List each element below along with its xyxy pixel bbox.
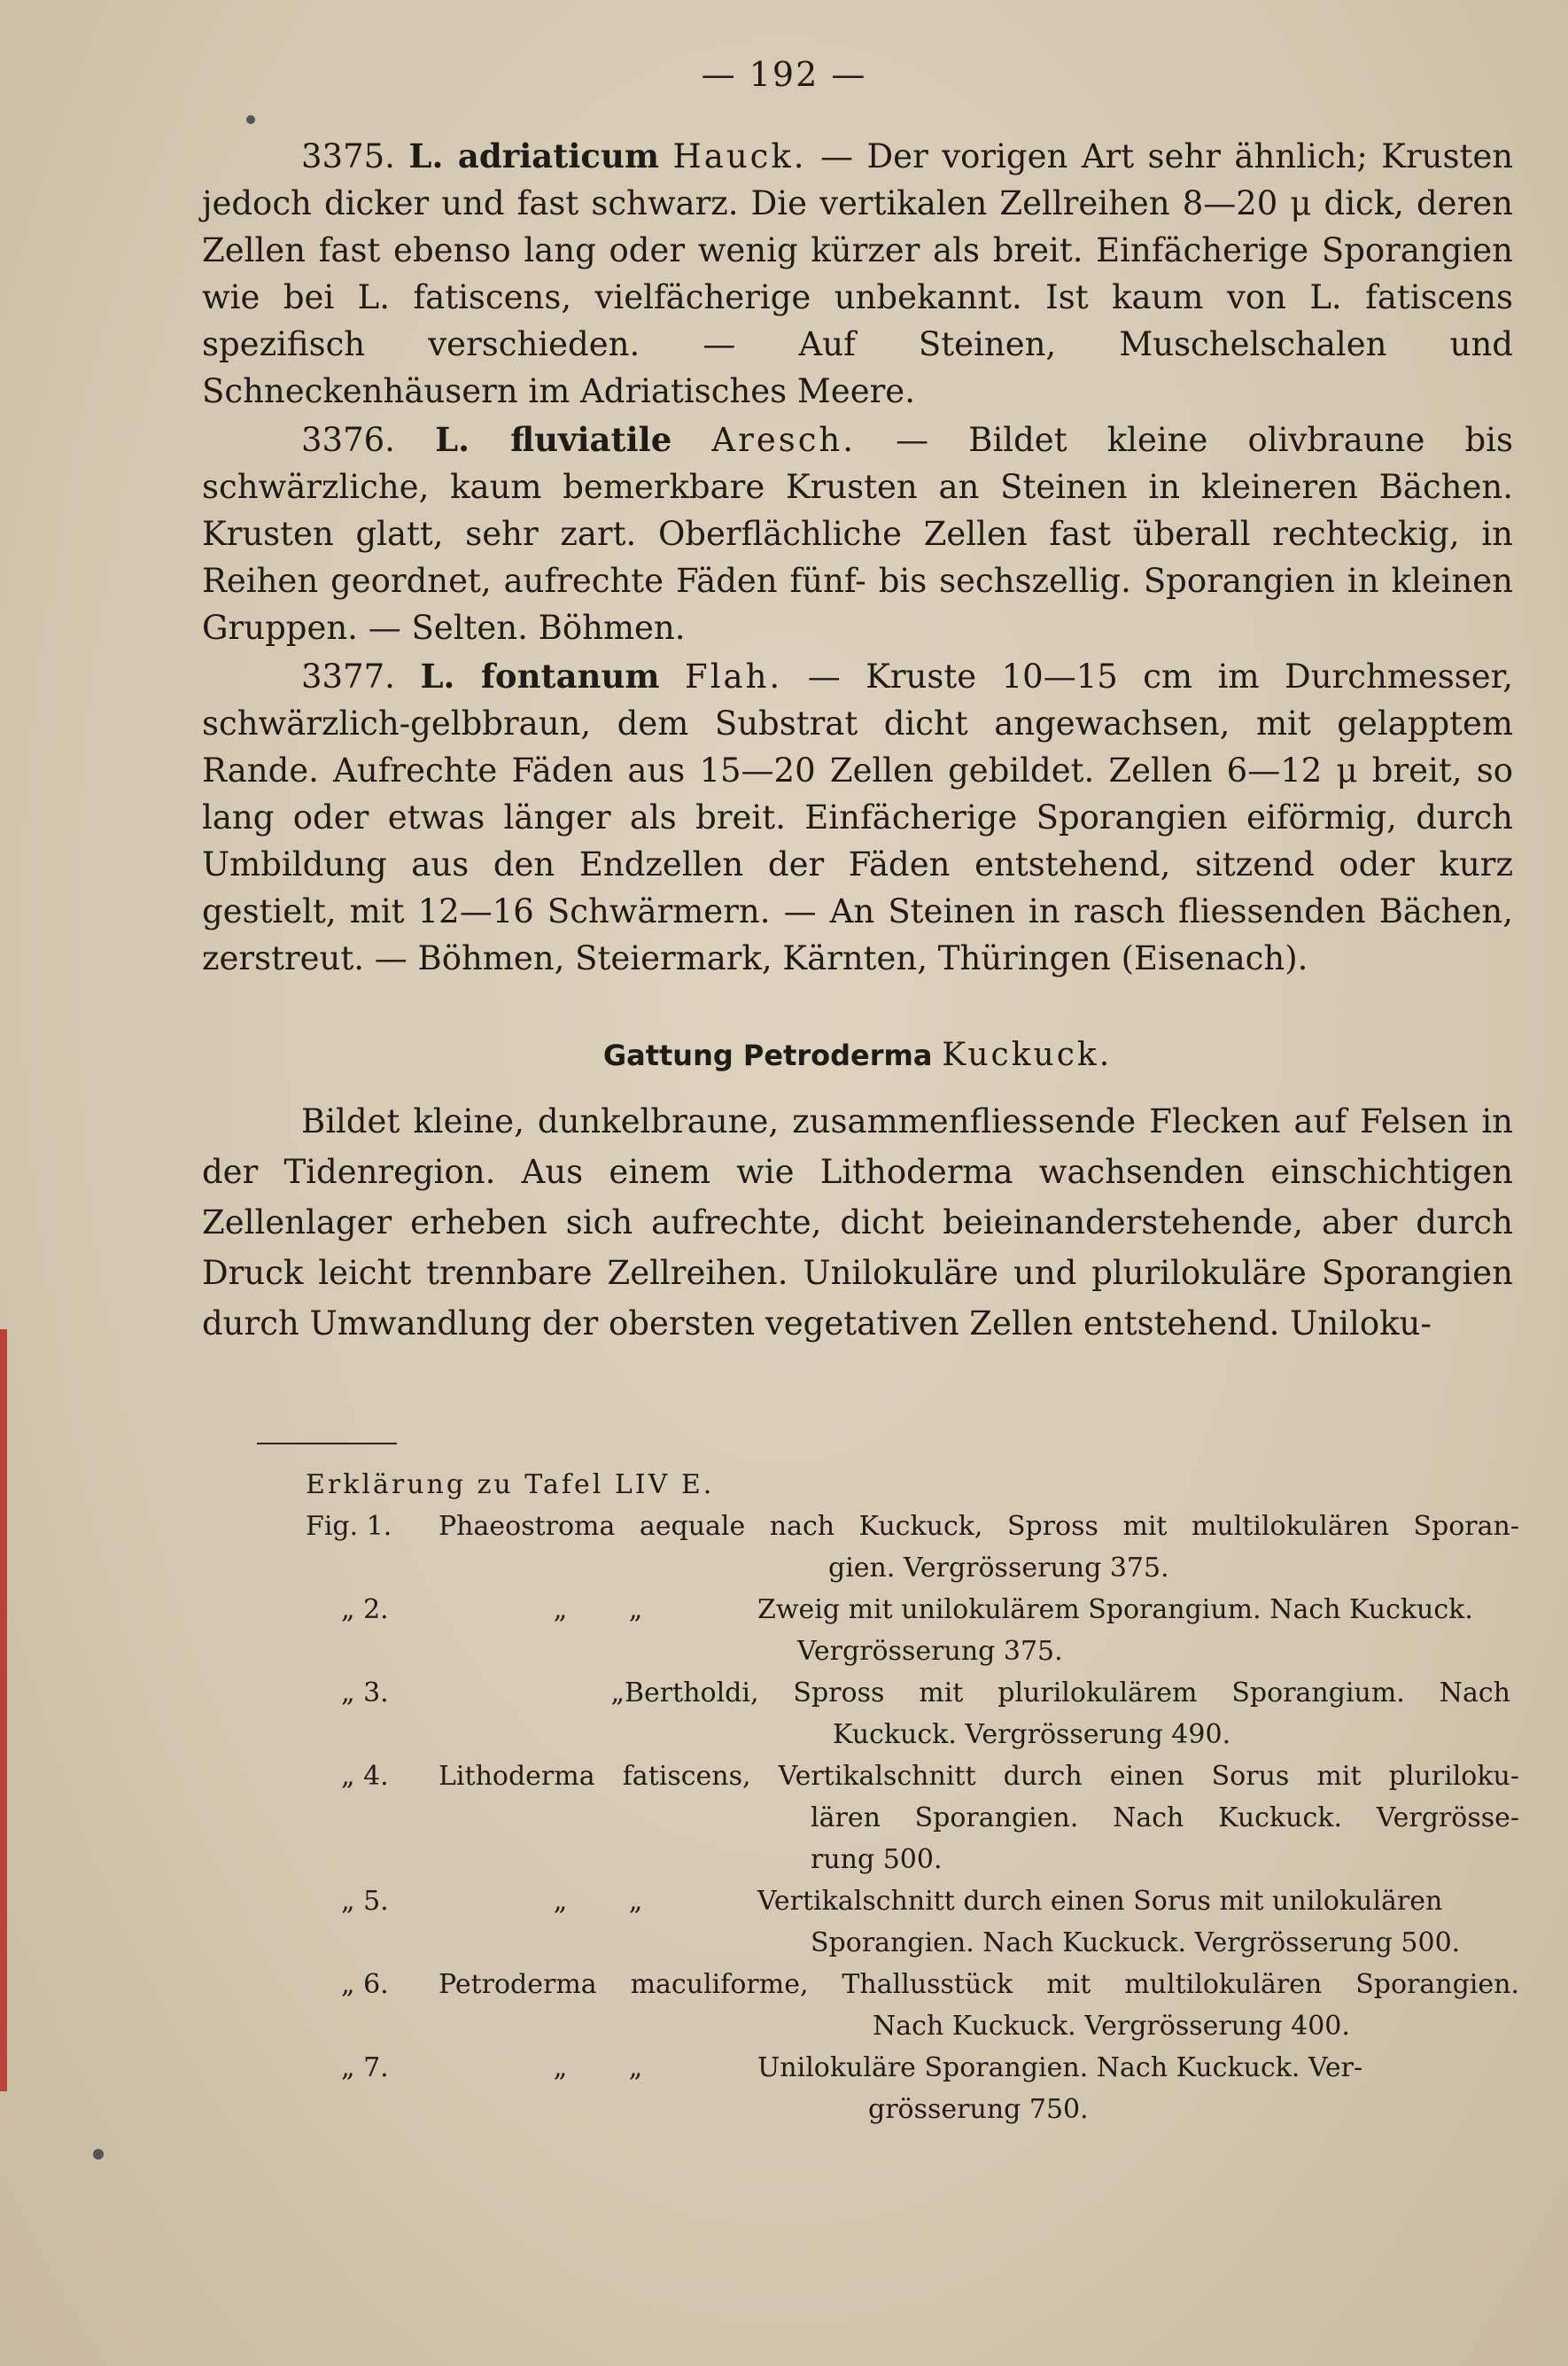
genus-name: Gattung Petroderma — [602, 1039, 933, 1072]
fig-label: „ 5. — [341, 1886, 389, 1917]
fig-line: Nach Kuckuck. Vergrösserung 400. — [873, 2011, 1350, 2042]
fig-line: grösserung 750. — [868, 2094, 1089, 2125]
species-name: L. fontanum — [420, 657, 660, 696]
ditto-marks: „ „ — [553, 1886, 643, 1917]
fig-label: „ 2. — [341, 1594, 389, 1625]
fig-2 — [306, 1589, 1519, 1672]
species-entries — [202, 133, 1513, 1349]
entry-3377 — [202, 653, 1513, 982]
species-name: L. adriaticum — [408, 136, 660, 175]
fig-line: Unilokuläre Sporangien. Nach Kuckuck. Ver- — [757, 2052, 1363, 2083]
fig-line: rung 500. — [811, 1844, 943, 1875]
entry-3375 — [202, 133, 1513, 415]
fig-line: Kuckuck. Vergrösserung 490. — [833, 1719, 1231, 1750]
page-number: — 192 — — [701, 55, 867, 94]
genus-description: Bildet kleine, dunkelbraune, zusammenfliessende Flecken auf Felsen in der Tidenregion. Aus einem wie Lithoderma wachsenden einschichtigen Zellenlager erheben sich aufrechte, dicht beieinanderstehende, aber durch Druck leicht trennbare Zellreihen. Unilokuläre und plurilokuläre Sporangien durch Umwandlung der obersten vegetativen Zellen entstehend. Uniloku- — [202, 1102, 1513, 1343]
fig-6 — [306, 1964, 1519, 2047]
fig-7 — [306, 2047, 1519, 2130]
fig-label: „ 4. — [341, 1761, 389, 1792]
ditto-marks: „ „ — [553, 1594, 643, 1625]
entry-number: 3376. — [301, 421, 395, 459]
fig-line: Zweig mit unilokulärem Sporangium. Nach Kuckuck. — [757, 1594, 1473, 1625]
fig-1 — [306, 1506, 1519, 1589]
footnote-rule — [257, 1443, 397, 1444]
fig-4 — [306, 1755, 1519, 1880]
entry-3376 — [202, 416, 1513, 651]
fig-line: Vergrösserung 375. — [797, 1636, 1063, 1667]
ditto-marks: „ — [610, 1677, 625, 1708]
species-author: Flah. — [685, 658, 783, 696]
ditto-marks: „ „ — [553, 2052, 643, 2083]
fig-label: „ 7. — [341, 2052, 389, 2083]
species-author: Hauck. — [672, 137, 807, 175]
fig-line: Lithoderma fatiscens, Vertikalschnitt durch einen Sorus mit pluriloku- — [439, 1761, 1519, 1792]
genus-heading — [202, 1037, 1513, 1073]
fig-5 — [306, 1880, 1519, 1964]
fig-line: lären Sporangien. Nach Kuckuck. Vergrösse- — [811, 1802, 1519, 1833]
entry-number: 3377. — [301, 658, 395, 696]
entry-number: 3375. — [301, 137, 395, 175]
fig-line: gien. Vergrösserung 375. — [828, 1553, 1169, 1584]
fig-line: Petroderma maculiforme, Thallusstück mit multilokulären Sporangien. — [439, 1969, 1519, 2000]
explanation-heading: Erklärung zu Tafel LIV E. — [306, 1469, 715, 1500]
species-name: L. fluviatile — [435, 420, 672, 459]
fig-label: „ 6. — [341, 1969, 389, 2000]
fig-label: Fig. 1. — [306, 1511, 392, 1542]
fig-line: Vertikalschnitt durch einen Sorus mit unilokulären — [757, 1886, 1443, 1917]
fig-line: Phaeostroma aequale nach Kuckuck, Spross mit multilokulären Sporan- — [439, 1511, 1519, 1542]
entry-text: — Der vorigen Art sehr ähnlich; Krusten jedoch dicker und fast schwarz. Die vertikalen Zellreihen 8—20 μ dick, deren Zellen fast ebenso lang oder wenig kürzer als breit. Einfächerige Sporangien wie bei L. fatiscens, vielfächerige unbekannt. Ist kaum von L. fatiscens spezifisch verschieden. — Auf Steinen, Muschelschalen und Schneckenhäusern im Adriatisches Meere. — [202, 137, 1514, 410]
species-author: Aresch. — [711, 421, 857, 459]
fig-line: Sporangien. Nach Kuckuck. Vergrösserung 500. — [811, 1927, 1461, 1958]
fig-3 — [306, 1672, 1519, 1755]
fig-label: „ 3. — [341, 1677, 389, 1708]
ink-spot — [93, 2149, 104, 2160]
page-edge-mark — [0, 1329, 7, 2091]
fig-line: Bertholdi, Spross mit plurilokulärem Sporangium. Nach — [625, 1677, 1510, 1708]
genus-author: Kuckuck. — [942, 1037, 1113, 1073]
entry-text: — Kruste 10—15 cm im Durchmesser, schwärzlich-gelbbraun, dem Substrat dicht angewachsen, mit gelapptem Rande. Aufrechte Fäden aus 15—20 Zellen gebildet. Zellen 6—12 μ breit, so lang oder etwas länger als breit. Einfächerige Sporangien eiförmig, durch Umbildung aus den Endzellen der Fäden entstehend, sitzend oder kurz gestielt, mit 12—16 Schwärmern. — An Steinen in rasch fliessenden Bächen, zerstreut. — Böhmen, Steiermark, Kärnten, Thüringen (Eisenach). — [202, 658, 1514, 977]
plate-explanation — [306, 1464, 1519, 2130]
ink-spot — [246, 115, 255, 124]
entry-text: — Bildet kleine olivbraune bis schwärzliche, kaum bemerkbare Krusten an Steinen in kleineren Bächen. Krusten glatt, sehr zart. Oberflächliche Zellen fast überall rechteckig, in Reihen geordnet, aufrechte Fäden fünf- bis sechszellig. Sporangien in kleinen Gruppen. — Selten. Böhmen. — [202, 421, 1513, 647]
